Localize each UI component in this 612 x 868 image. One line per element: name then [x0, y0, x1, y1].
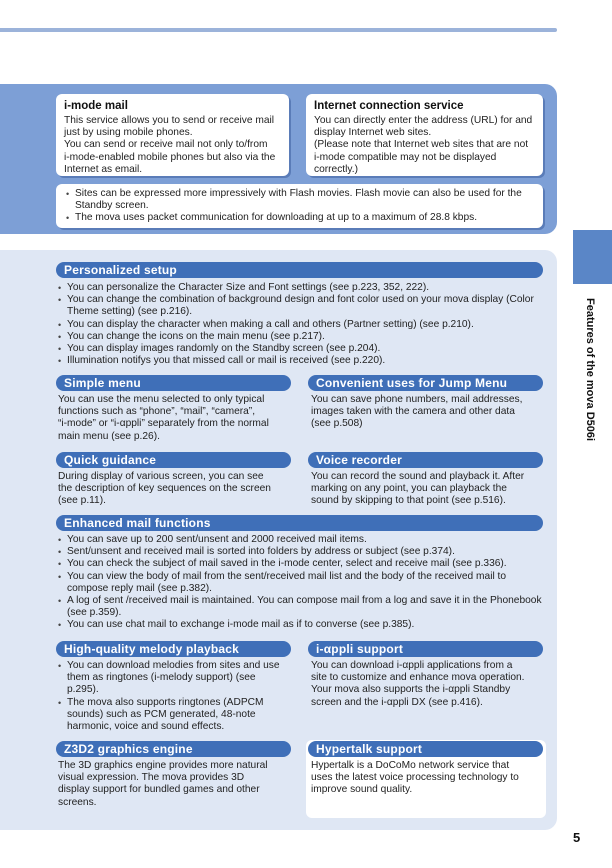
personalized-list — [56, 282, 546, 367]
melody-list — [56, 660, 288, 733]
list-item: • You can download melodies from sites and use them as ringtones (i-melody support) (see p.295). — [56, 660, 288, 697]
voice-recorder-heading: Voice recorder — [308, 452, 543, 468]
list-item: • You can save up to 200 sent/unsent and 2000 received mail items. — [56, 534, 546, 546]
z3d2-body: The 3D graphics engine provides more natural visual expression. The mova provides 3D display support for bundled games and other screens. — [58, 760, 268, 808]
internet-service-title: Internet connection service — [314, 100, 464, 112]
chapter-label-text: Features of the mova D506i — [584, 298, 596, 442]
chapter-label — [566, 298, 612, 442]
list-item: • You can change the combination of background design and font color used on your mova display (Color Theme setting) (see p.216). — [56, 294, 546, 318]
list-item: • You can display images randomly on the Standby screen (see p.204). — [56, 343, 546, 355]
list-item: • You can check the subject of mail saved in the i-mode center, select and receive mail (see p.336). — [56, 558, 546, 570]
page-number: 5 — [573, 830, 581, 845]
iappli-heading: i-αppli support — [308, 641, 543, 657]
note-item: • Sites can be expressed more impressively with Flash movies. Flash movie can also be used for the Standby screen. — [64, 188, 535, 212]
melody-heading: High-quality melody playback — [56, 641, 291, 657]
chapter-tab — [573, 230, 612, 284]
simple-menu-body: You can use the menu selected to only typical functions such as “phone”, “mail”, “camera”, “i-mode” or “i-αppli” separately from the normal main menu (see p.26). — [58, 394, 269, 442]
list-item: • You can view the body of mail from the sent/received mail list and the body of the received mail to compose reply mail (see p.382). — [56, 571, 546, 595]
voice-recorder-body: You can record the sound and playback it. After marking on any point, you can playback the sound by skipping to that point (see p.516). — [311, 471, 525, 507]
internet-service-body: You can directly enter the address (URL) for and display Internet web sites. (Please note that Internet web sites that are not i-mode compatible may not be displayed correctly.) — [314, 115, 533, 175]
jump-menu-body: You can save phone numbers, mail addresses, images taken with the camera and other data (see p.508) — [311, 394, 523, 430]
iappli-body: You can download i-αppli applications from a site to customize and enhance mova operation. Your mova also supports the i-αppli Standby screen and the i-αppli DX (see p.416). — [311, 660, 525, 708]
hypertalk-heading: Hypertalk support — [308, 741, 543, 757]
internet-service-card — [306, 94, 543, 176]
hypertalk-body: Hypertalk is a DoCoMo network service that uses the latest voice processing technology to improve sound quality. — [311, 760, 519, 796]
top-rule — [0, 28, 557, 32]
note-item: • The mova uses packet communication for downloading at up to a maximum of 28.8 kbps. — [64, 212, 535, 224]
simple-menu-heading: Simple menu — [56, 375, 291, 391]
imode-mail-body: This service allows you to send or receive mail just by using mobile phones. You can send or receive mail not only to/from i-mode-enabled mobile phones but also via the Internet as email. — [64, 115, 276, 175]
list-item: • A log of sent /received mail is maintained. You can compose mail from a log and save it in the Phonebook (see p.359). — [56, 595, 546, 619]
enhanced-mail-list — [56, 534, 546, 632]
list-item: • You can display the character when making a call and others (Partner setting) (see p.210). — [56, 319, 546, 331]
personalized-setup-heading: Personalized setup — [56, 262, 543, 278]
list-item: • Illumination notifys you that missed call or mail is received (see p.220). — [56, 355, 546, 367]
enhanced-mail-heading: Enhanced mail functions — [56, 515, 543, 531]
list-item: • The mova also supports ringtones (ADPCM sounds) such as PCM generated, 48-note harmonic, voice and sound effects. — [56, 697, 288, 734]
list-item: • You can change the icons on the main menu (see p.217). — [56, 331, 546, 343]
jump-menu-heading: Convenient uses for Jump Menu — [308, 375, 543, 391]
notes-box — [56, 184, 543, 228]
quick-guidance-body: During display of various screen, you can see the description of key sequences on the screen (see p.11). — [58, 471, 271, 507]
imode-mail-title: i-mode mail — [64, 100, 128, 112]
imode-mail-card — [56, 94, 289, 176]
quick-guidance-heading: Quick guidance — [56, 452, 291, 468]
list-item: • You can use chat mail to exchange i-mode mail as if to converse (see p.385). — [56, 619, 546, 631]
list-item: • You can personalize the Character Size and Font settings (see p.223, 352, 222). — [56, 282, 546, 294]
list-item: • Sent/unsent and received mail is sorted into folders by address or subject (see p.374). — [56, 546, 546, 558]
z3d2-heading: Z3D2 graphics engine — [56, 741, 291, 757]
